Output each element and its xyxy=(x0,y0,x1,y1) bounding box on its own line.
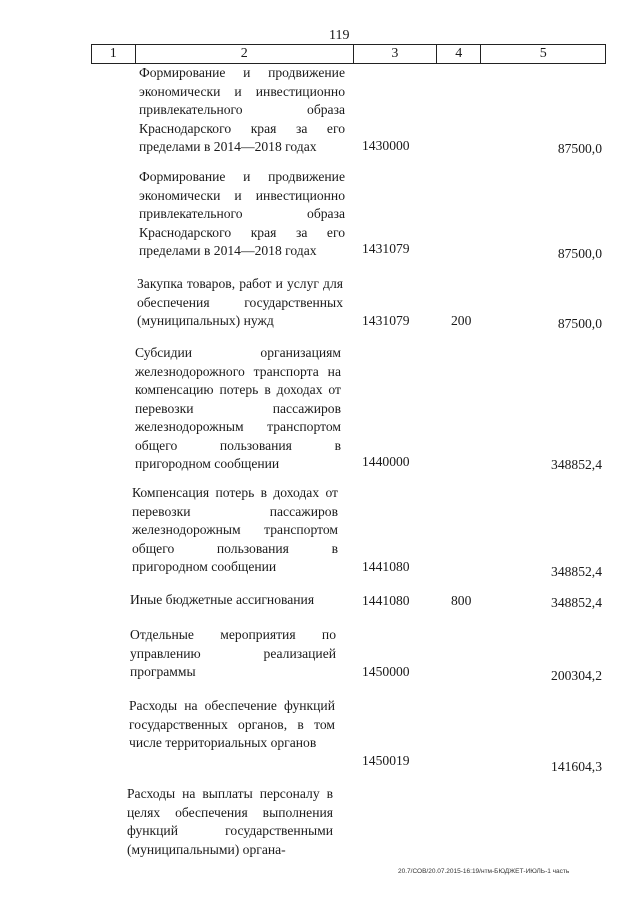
row-amount: 87500,0 xyxy=(557,316,602,331)
row-code: 1441080 xyxy=(362,559,410,574)
column-header-1: 1 xyxy=(92,45,136,64)
row-amount: 348852,4 xyxy=(551,564,602,579)
column-header-4: 4 xyxy=(436,45,481,64)
column-header-3: 3 xyxy=(353,45,436,64)
row-code: 1450000 xyxy=(362,664,410,679)
row-amount: 200304,2 xyxy=(551,668,602,683)
row-description: Закупка товаров, работ и услуг для обеспечения государственных (муниципальных) нужд xyxy=(137,276,343,328)
row-description: Расходы на обеспечение функций государственных органов, в том числе территориальных органов xyxy=(129,698,335,750)
footer-note: 20.7/СОВ/20.07.2015-16:19/нтм-БЮДЖЕТ-ИЮЛЬ-1 часть xyxy=(398,868,570,875)
row-amount: 141604,3 xyxy=(551,759,602,774)
row-code: 1440000 xyxy=(362,454,410,469)
row-code: 1441080 xyxy=(362,593,410,608)
row-description: Формирование и продвижение экономически и инвестиционно привлекательного образа Краснодарского края за его пределами в 2014—2018 годах xyxy=(139,169,345,258)
row-description: Субсидии организациям железнодорожного транспорта на компенсацию потерь в доходах от перевозки пассажиров железнодорожным транспортом общего пользования в пригородном сообщении xyxy=(135,345,341,471)
row-code: 1431079 xyxy=(362,313,410,328)
row-code: 1450019 xyxy=(362,753,410,768)
row-amount: 348852,4 xyxy=(551,595,602,610)
row-description: Формирование и продвижение экономически и инвестиционно привлекательного образа Краснодарского края за его пределами в 2014—2018 годах xyxy=(139,65,345,154)
column-header-table xyxy=(91,44,606,64)
row-description: Расходы на выплаты персоналу в целях обеспечения выполнения функций государственными (муниципальными) органа- xyxy=(127,786,333,857)
row-amount: 87500,0 xyxy=(557,246,602,261)
row-description: Отдельные мероприятия по управлению реализацией программы xyxy=(130,627,336,679)
row-description: Компенсация потерь в доходах от перевозки пассажиров железнодорожным транспортом общего пользования в пригородном сообщении xyxy=(132,485,338,574)
column-header-5: 5 xyxy=(481,45,606,64)
row-code: 1430000 xyxy=(362,138,410,153)
page-number: 119 xyxy=(329,28,350,43)
row-description: Иные бюджетные ассигнования xyxy=(130,592,315,607)
row-code: 1431079 xyxy=(362,241,410,256)
column-header-2: 2 xyxy=(135,45,353,64)
row-kind: 200 xyxy=(451,313,472,328)
row-amount: 87500,0 xyxy=(557,141,602,156)
row-amount: 348852,4 xyxy=(551,457,602,472)
column-header-row xyxy=(92,45,606,64)
row-kind: 800 xyxy=(451,593,472,608)
